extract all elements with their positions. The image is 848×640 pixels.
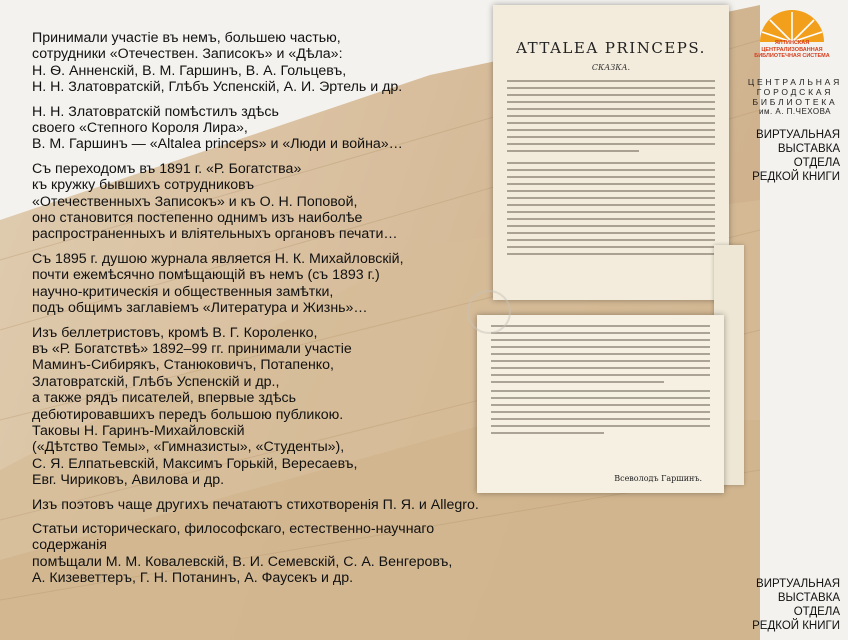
exhibit-label-bottom: ВИРТУАЛЬНАЯ ВЫСТАВКА ОТДЕЛА РЕДКОЙ КНИГИ	[752, 578, 840, 632]
paragraph-belletrists: Изъ беллетристовъ, кромѣ В. Г. Короленко, въ «Р. Богатствѣ» 1892–99 гг. принимали участiе Маминъ-Сибирякъ, Станюковичъ, Потапенко, Златовратскiй, Глѣбъ Успенскiй и др., а также рядъ писателей, впервые здѣсь дебютировавшихъ передъ большою публикою. Таковы Н. Гаринъ-Михайловскiй («Дѣтство Темы», «Гимназисты», «Студенты»), С. Я. Елпатьевскiй, Максимъ Горькiй, Вересаевъ, Евг. Чириковъ, Авилова и др.	[32, 324, 358, 489]
paragraph-poets: Изъ поэтовъ чаще другихъ печатаютъ стихотворенiя П. Я. и Allegro.	[32, 496, 479, 513]
main-text	[32, 30, 492, 595]
book-page-text-lines	[493, 80, 729, 255]
exhibit-label-top: ВИРТУАЛЬНАЯ ВЫСТАВКА ОТДЕЛА РЕДКОЙ КНИГИ	[752, 129, 840, 183]
book-page-second-text-lines	[477, 325, 724, 434]
library-line-1: ЦЕНТРАЛЬНАЯ	[747, 77, 843, 87]
paragraph-articles: Статьи историческаго, философскаго, естественно-научнаго содержанiя помѣщали М. М. Ковалевскiй, В. И. Семевскiй, С. А. Венгеровъ, А. Кизеветтеръ, Г. Н. Потанинъ, А. Фаусекъ и др.	[32, 520, 453, 587]
book-page-image	[493, 5, 729, 300]
library-line-3: БИБЛИОТЕКА	[752, 97, 838, 107]
book-page-subtitle: СКАЗКА.	[591, 63, 631, 72]
paragraph-1891: Съ переходомъ въ 1891 г. «Р. Богатства» къ кружку бывшихъ сотрудниковъ «Отечественныхъ Записокъ» и къ О. Н. Поповой, оно становится постепенно однимъ изъ наиболѣе распространенныхъ и влiятельныхъ органовъ печати…	[32, 160, 398, 243]
library-line-4: им. А. П.ЧЕХОВА	[758, 107, 832, 116]
book-page-second-image	[477, 315, 724, 493]
paragraph-1895: Съ 1895 г. душою журнала является Н. К. Михайловскiй, почти ежемѣсячно помѣщающiй въ немъ (съ 1893 г.) научно-критическiя и общественныя замѣтки, подъ общимъ заглавiемъ «Литература и Жизнь»…	[32, 250, 404, 317]
library-line-2: ГОРОДСКАЯ	[756, 87, 834, 97]
book-page-signature: Всеволодъ Гаршинъ.	[614, 474, 702, 483]
paragraph-participants: Принимали участiе въ немъ, большею частью, сотрудники «Отечествен. Записокъ» и «Дѣла»: Н. Ѳ. Анненскiй, В. М. Гаршинъ, В. А. Гольцевъ, Н. Н. Златовратскiй, Глѣбъ Успенскiй, А. И. Эртель и др.	[32, 30, 403, 96]
library-name	[746, 77, 844, 117]
book-page-title: ATTALEA PRINCEPS.	[516, 39, 706, 57]
logo-caption: ЯЛТИНСКАЯ ЦЕНТРАЛИЗОВАННАЯ БИБЛИОТЕЧНАЯ СИСТЕМА	[754, 40, 830, 59]
library-stamp-icon	[467, 290, 511, 334]
paragraph-zlatovratsky: Н. Н. Златовратскiй помѣстилъ здѣсь своего «Степного Короля Лира», В. М. Гаршинъ — «Altalea princeps» и «Люди и война»…	[32, 103, 403, 153]
